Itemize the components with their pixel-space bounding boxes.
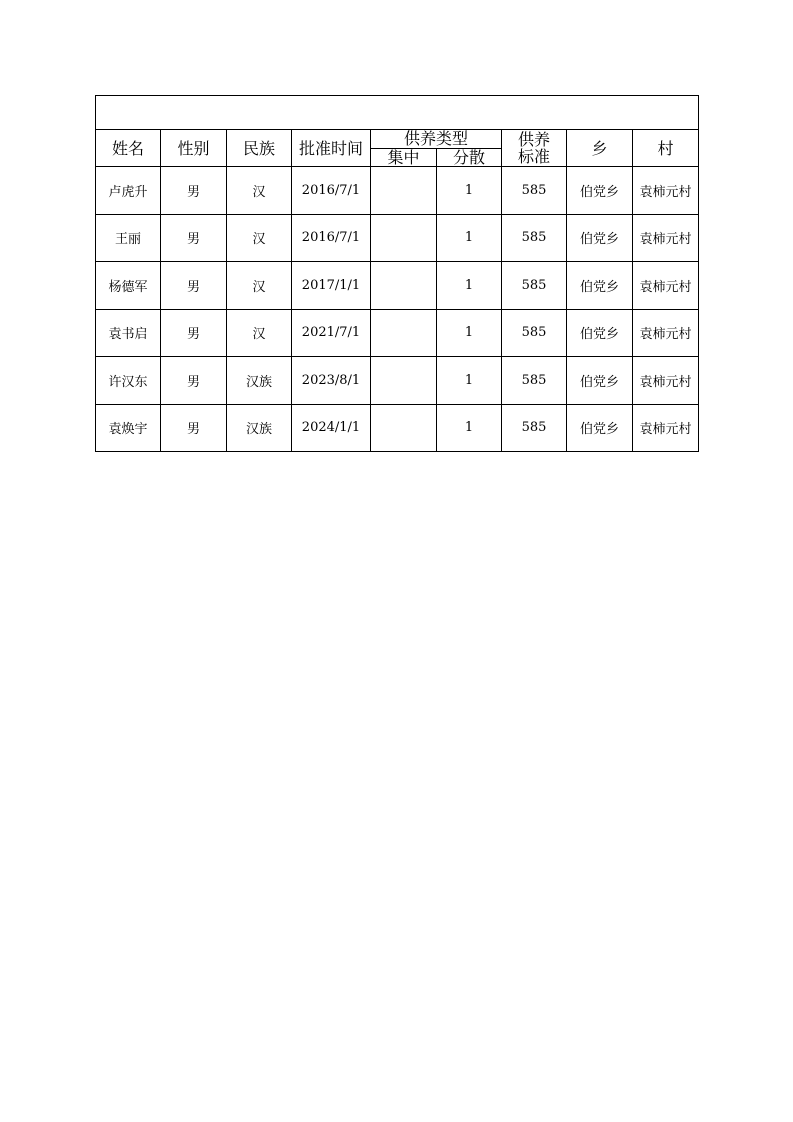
cell-township: 伯党乡	[567, 357, 633, 405]
cell-centralized	[371, 214, 437, 262]
cell-village: 袁柿元村	[633, 262, 699, 310]
cell-name: 袁焕宇	[96, 404, 161, 452]
cell-centralized	[371, 404, 437, 452]
cell-village: 袁柿元村	[633, 404, 699, 452]
header-standard-line2: 标准	[517, 147, 550, 166]
cell-centralized	[371, 357, 437, 405]
cell-name: 袁书启	[96, 309, 161, 357]
cell-centralized	[371, 167, 437, 215]
table-row	[96, 357, 699, 405]
cell-approval-time: 2017/1/1	[292, 262, 371, 310]
header-approval-time: 批准时间	[292, 130, 371, 167]
header-township: 乡	[567, 130, 633, 167]
header-standard	[502, 130, 567, 167]
header-gender: 性别	[161, 130, 227, 167]
table-row	[96, 404, 699, 452]
table-row	[96, 262, 699, 310]
cell-approval-time: 2023/8/1	[292, 357, 371, 405]
cell-gender: 男	[161, 309, 227, 357]
cell-gender: 男	[161, 357, 227, 405]
cell-dispersed: 1	[437, 357, 502, 405]
cell-dispersed: 1	[437, 309, 502, 357]
cell-approval-time: 2021/7/1	[292, 309, 371, 357]
header-ethnicity: 民族	[227, 130, 292, 167]
table-row	[96, 309, 699, 357]
header-dispersed: 分散	[437, 149, 502, 167]
title-row	[96, 96, 699, 130]
cell-gender: 男	[161, 404, 227, 452]
cell-township: 伯党乡	[567, 214, 633, 262]
cell-village: 袁柿元村	[633, 214, 699, 262]
cell-standard: 585	[502, 262, 567, 310]
cell-ethnicity: 汉	[227, 167, 292, 215]
cell-township: 伯党乡	[567, 404, 633, 452]
cell-ethnicity: 汉族	[227, 357, 292, 405]
support-roster-table	[95, 95, 699, 452]
cell-ethnicity: 汉	[227, 262, 292, 310]
table-title	[96, 96, 699, 130]
header-standard-line1: 供养	[517, 130, 550, 149]
cell-name: 王丽	[96, 214, 161, 262]
cell-standard: 585	[502, 357, 567, 405]
cell-centralized	[371, 262, 437, 310]
cell-standard: 585	[502, 167, 567, 215]
cell-centralized	[371, 309, 437, 357]
cell-dispersed: 1	[437, 404, 502, 452]
cell-standard: 585	[502, 404, 567, 452]
table-row	[96, 167, 699, 215]
cell-dispersed: 1	[437, 167, 502, 215]
cell-ethnicity: 汉族	[227, 404, 292, 452]
cell-approval-time: 2016/7/1	[292, 214, 371, 262]
cell-gender: 男	[161, 214, 227, 262]
cell-township: 伯党乡	[567, 262, 633, 310]
cell-gender: 男	[161, 262, 227, 310]
header-row-top	[96, 130, 699, 149]
cell-name: 杨德军	[96, 262, 161, 310]
cell-approval-time: 2016/7/1	[292, 167, 371, 215]
header-name: 姓名	[96, 130, 161, 167]
cell-dispersed: 1	[437, 214, 502, 262]
header-support-type: 供养类型	[371, 130, 502, 149]
cell-approval-time: 2024/1/1	[292, 404, 371, 452]
cell-dispersed: 1	[437, 262, 502, 310]
cell-gender: 男	[161, 167, 227, 215]
header-village: 村	[633, 130, 699, 167]
cell-standard: 585	[502, 309, 567, 357]
cell-name: 许汉东	[96, 357, 161, 405]
cell-village: 袁柿元村	[633, 309, 699, 357]
cell-village: 袁柿元村	[633, 357, 699, 405]
header-centralized: 集中	[371, 149, 437, 167]
cell-standard: 585	[502, 214, 567, 262]
cell-township: 伯党乡	[567, 309, 633, 357]
cell-township: 伯党乡	[567, 167, 633, 215]
cell-name: 卢虎升	[96, 167, 161, 215]
cell-village: 袁柿元村	[633, 167, 699, 215]
cell-ethnicity: 汉	[227, 214, 292, 262]
cell-ethnicity: 汉	[227, 309, 292, 357]
table-row	[96, 214, 699, 262]
